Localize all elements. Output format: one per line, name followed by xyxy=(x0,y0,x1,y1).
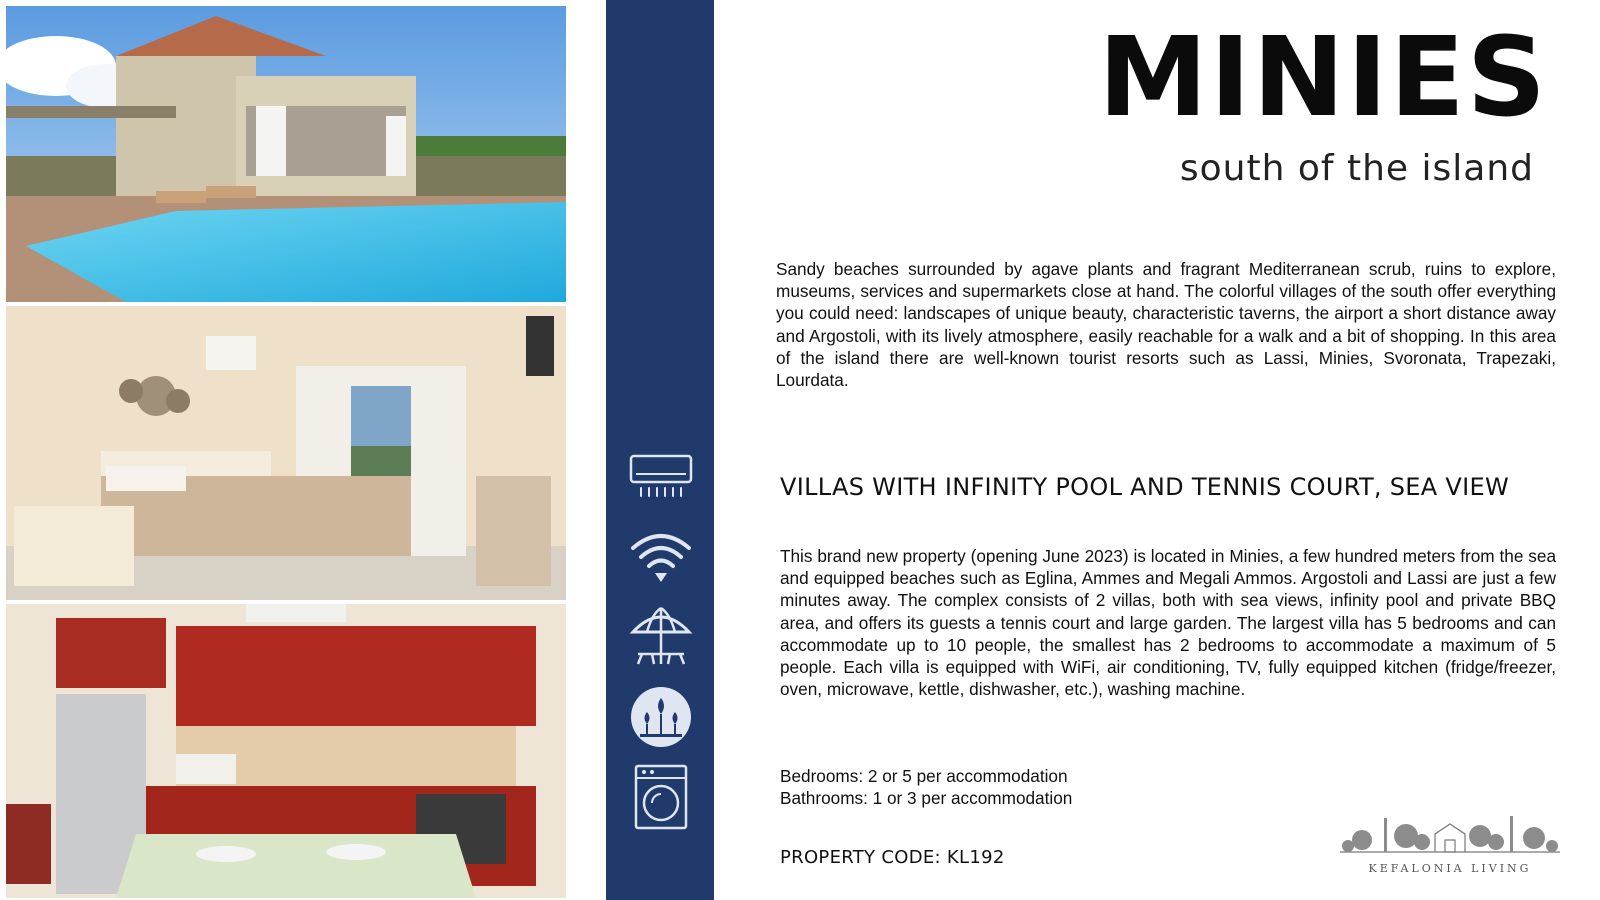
amenities-band xyxy=(606,0,714,900)
bathrooms-info: Bathrooms: 1 or 3 per accommodation xyxy=(780,788,1073,808)
washing-machine-icon xyxy=(628,764,694,830)
intro-paragraph: Sandy beaches surrounded by agave plants and fragrant Mediterranean scrub, ruins to explore, museums, services and supermarkets close at hand. The colorful villages of the south offer everything you could need: landscapes of unique beauty, characteristic taverns, the airport a short distance away and Argostoli, with its lively atmosphere, easily reachable for a walk and a bit of shopping. In this area of the island there are well-known tourist resorts such as Lassi, Minies, Svoronata, Trapezaki, Lourdata. xyxy=(776,259,1556,391)
page-subtitle: south of the island xyxy=(1179,148,1534,189)
bedrooms-info: Bedrooms: 2 or 5 per accommodation xyxy=(780,766,1068,786)
bedroom-photo xyxy=(6,306,566,600)
section-heading: VILLAS WITH INFINITY POOL AND TENNIS COURT, SEA VIEW xyxy=(780,473,1510,501)
villa-pool-photo xyxy=(6,6,566,302)
beach-umbrella-icon xyxy=(628,604,694,670)
wifi-icon xyxy=(628,526,694,592)
air-conditioner-icon xyxy=(628,448,694,514)
property-code: PROPERTY CODE: KL192 xyxy=(780,847,1005,868)
page-title: MINIES xyxy=(1098,13,1548,141)
kitchen-photo xyxy=(6,604,566,898)
garden-icon xyxy=(628,684,694,750)
description-paragraph: This brand new property (opening June 2023) is located in Minies, a few hundred meters from the sea and equipped beaches such as Eglina, Ammes and Megali Ammos. Argostoli and Lassi are just a few minutes away. The complex consists of 2 villas, both with sea views, infinity pool and private BBQ area, and offers its guests a tennis court and large garden. The largest villa has 5 bedrooms and can accommodate up to 10 people, the smallest has 2 bedrooms to accommodate a maximum of 5 people. Each villa is equipped with WiFi, air conditioning, TV, fully equipped kitchen (fridge/freezer, oven, microwave, kettle, dishwasher, etc.), washing machine. xyxy=(780,546,1556,700)
logo-text: KEFALONIA LIVING xyxy=(1368,862,1532,875)
kefalonia-living-logo xyxy=(1340,812,1560,878)
